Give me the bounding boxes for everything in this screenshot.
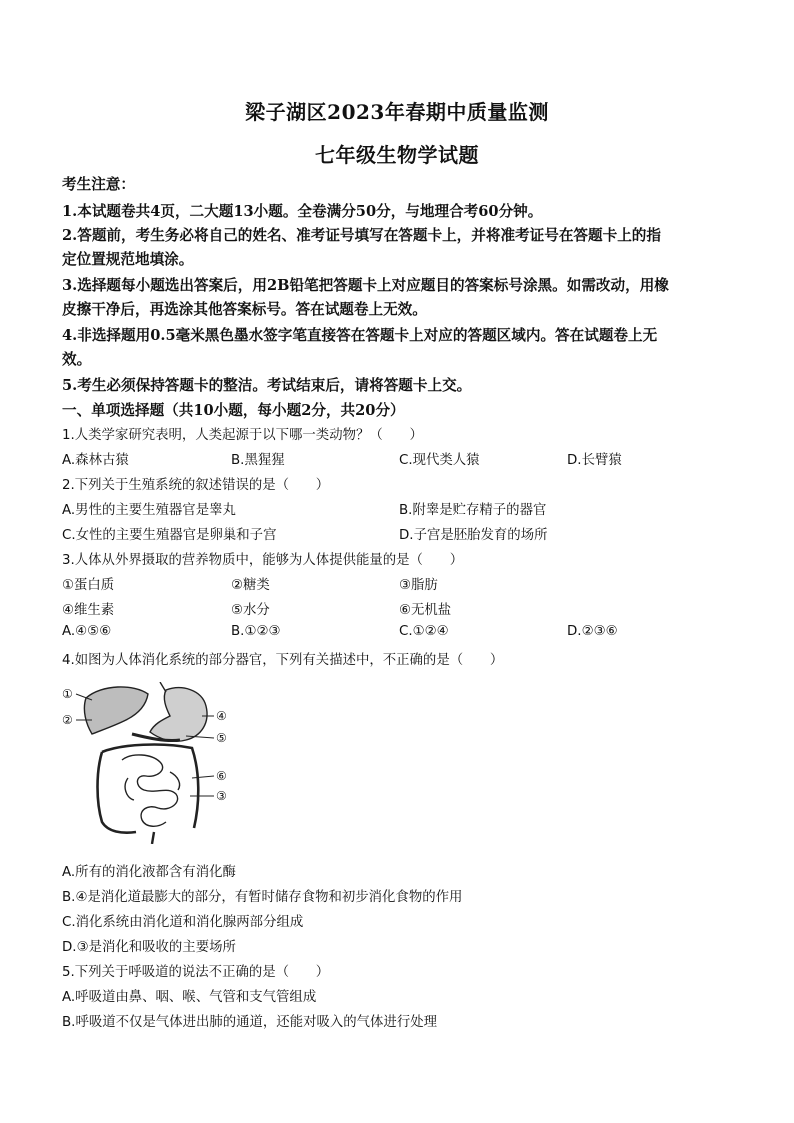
- large-intestine-shape: [98, 745, 199, 833]
- question-4-option-d: D.③是消化和吸收的主要场所: [62, 940, 236, 955]
- question-3-item: ④维生素: [62, 603, 115, 618]
- question-3-item: ⑥无机盐: [399, 603, 452, 618]
- question-3-item: ③脂肪: [399, 578, 438, 593]
- question-1-stem: 1.人类学家研究表明，人类起源于以下哪一类动物？（ ）: [62, 428, 423, 443]
- question-5-option-a: A.呼吸道由鼻、咽、喉、气管和支气管组成: [62, 990, 317, 1005]
- question-3-stem: 3.人体从外界摄取的营养物质中，能够为人体提供能量的是（ ）: [62, 553, 464, 568]
- question-3-option-b: B.①②③: [231, 624, 281, 639]
- esophagus-shape: [160, 682, 166, 692]
- question-4-option-b: B.④是消化道最膨大的部分，有暂时储存食物和初步消化食物的作用: [62, 890, 463, 905]
- digestive-system-figure: [62, 682, 232, 844]
- notice-item: 效。: [62, 351, 92, 368]
- section-heading: 一、单项选择题（共10小题，每小题2分，共20分）: [62, 402, 405, 419]
- stomach-shape: [150, 688, 207, 742]
- figure-label-1: ①: [62, 687, 73, 701]
- question-3-item: ①蛋白质: [62, 578, 115, 593]
- question-3-option-c: C.①②④: [399, 624, 449, 639]
- question-1-option-d: D.长臂猿: [567, 453, 622, 468]
- question-3-item: ②糖类: [231, 578, 270, 593]
- question-2-option-c: C.女性的主要生殖器官是卵巢和子宫: [62, 528, 277, 543]
- question-4-option-c: C.消化系统由消化道和消化腺两部分组成: [62, 915, 304, 930]
- notice-item: 5.考生必须保持答题卡的整洁。考试结束后，请将答题卡上交。: [62, 377, 472, 394]
- question-2-option-d: D.子宫是胚胎发育的场所: [399, 528, 548, 543]
- question-5-option-b: B.呼吸道不仅是气体进出肺的通道，还能对吸入的气体进行处理: [62, 1015, 437, 1030]
- notice-item: 定位置规范地填涂。: [62, 251, 194, 268]
- question-2-option-a: A.男性的主要生殖器官是睾丸: [62, 503, 236, 518]
- question-1-option-c: C.现代类人猿: [399, 453, 480, 468]
- question-3-item: ⑤水分: [231, 603, 270, 618]
- question-5-stem: 5.下列关于呼吸道的说法不正确的是（ ）: [62, 965, 330, 980]
- small-intestine-shape: [122, 755, 178, 826]
- notice-item: 2.答题前，考生务必将自己的姓名、准考证号填写在答题卡上，并将准考证号在答题卡上的指: [62, 227, 661, 244]
- page-title-line2: 七年级生物学试题: [315, 143, 479, 167]
- notice-heading: 考生注意：: [62, 176, 135, 193]
- figure-label-4: ④: [216, 709, 227, 723]
- notice-item: 3.选择题每小题选出答案后，用2B铅笔把答题卡上对应题目的答案标号涂黑。如需改动，用橡: [62, 277, 669, 294]
- notice-item: 4.非选择题用0.5毫米黑色墨水签字笔直接答在答题卡上对应的答题区域内。答在试题卷上无: [62, 327, 658, 344]
- question-3-option-d: D.②③⑥: [567, 624, 618, 639]
- question-1-option-b: B.黑猩猩: [231, 453, 285, 468]
- question-2-stem: 2.下列关于生殖系统的叙述错误的是（ ）: [62, 478, 330, 493]
- page-title-line1: 梁子湖区2023年春期中质量监测: [245, 100, 549, 124]
- notice-item: 皮擦干净后，再选涂其他答案标号。答在试题卷上无效。: [62, 301, 427, 318]
- question-4-option-a: A.所有的消化液都含有消化酶: [62, 865, 236, 880]
- notice-item: 1.本试题卷共4页，二大题13小题。全卷满分50分，与地理合考60分钟。: [62, 203, 543, 220]
- question-2-option-b: B.附睾是贮存精子的器官: [399, 503, 547, 518]
- figure-label-5: ⑤: [216, 731, 227, 745]
- question-1-option-a: A.森林古猿: [62, 453, 129, 468]
- rectum-shape: [152, 832, 154, 844]
- figure-label-6: ⑥: [216, 769, 227, 783]
- liver-shape: [84, 687, 148, 734]
- question-3-option-a: A.④⑤⑥: [62, 624, 112, 639]
- figure-label-3: ③: [216, 789, 227, 803]
- figure-label-2: ②: [62, 713, 73, 727]
- question-4-stem: 4.如图为人体消化系统的部分器官，下列有关描述中，不正确的是（ ）: [62, 653, 504, 668]
